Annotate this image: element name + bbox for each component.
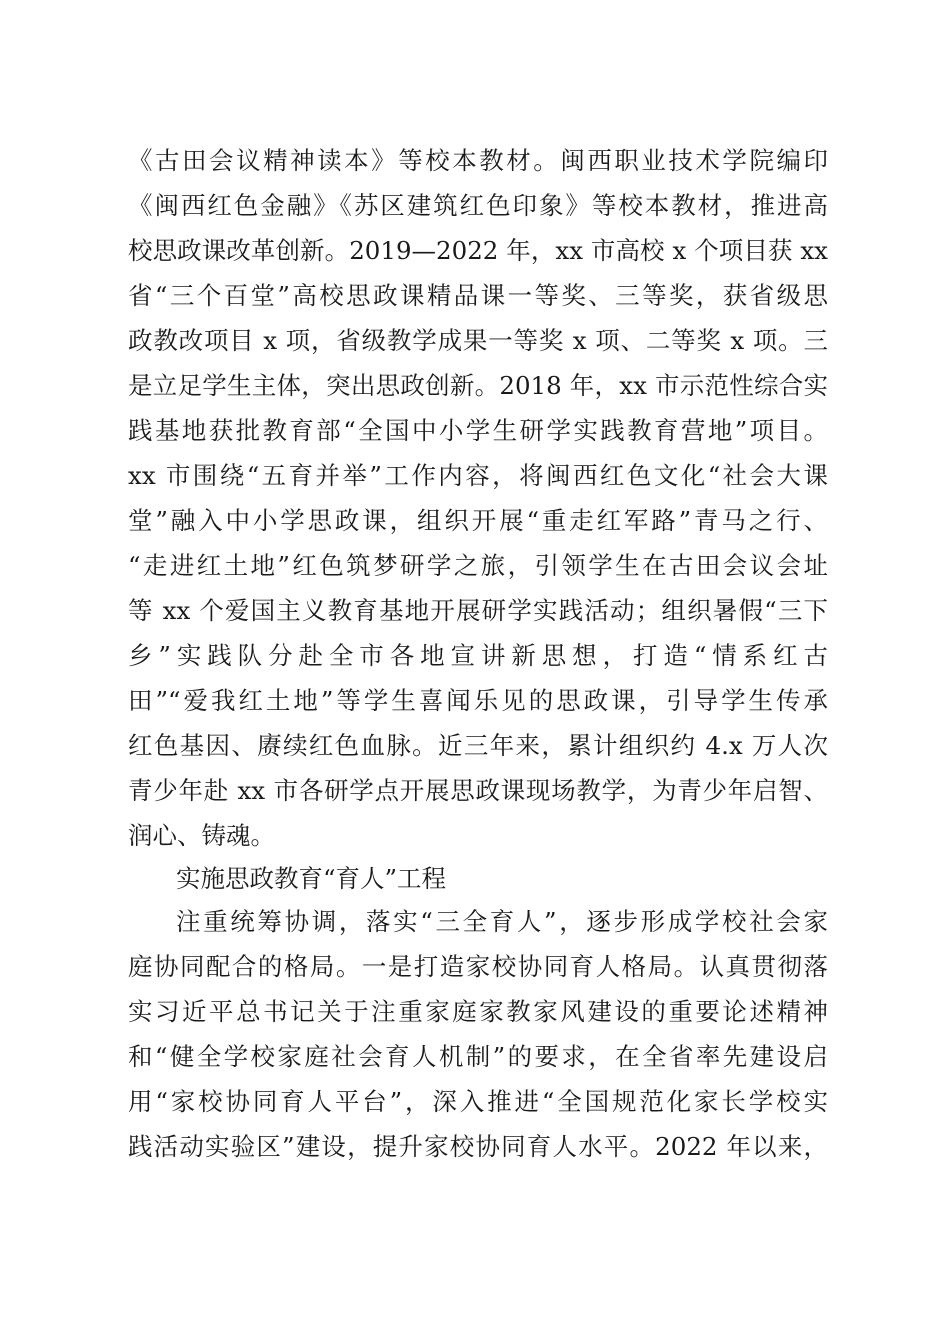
paragraph-line: 田”“爱我红土地”等学生喜闻乐见的思政课，引导学生传承 [128,686,828,715]
body-paragraph-1 [128,138,828,858]
paragraph-line: 庭协同配合的格局。一是打造家校协同育人格局。认真贯彻落 [128,952,828,981]
paragraph-line: 政教改项目 x 项，省级教学成果一等奖 x 项、二等奖 x 项。三 [128,326,828,355]
body-paragraph-2 [128,899,828,1169]
paragraph-line: xx 市围绕“五育并举”工作内容，将闽西红色文化“社会大课 [128,461,828,490]
paragraph-line: 《古田会议精神读本》等校本教材。闽西职业技术学院编印 [128,146,828,175]
paragraph-line: 用“家校协同育人平台”，深入推进“全国规范化家长学校实 [128,1087,828,1116]
section-heading: 实施思政教育“育人”工程 [176,864,447,893]
paragraph-line: 省“三个百堂”高校思政课精品课一等奖、三等奖，获省级思 [128,281,828,310]
paragraph-line: 实习近平总书记关于注重家庭家教家风建设的重要论述精神 [128,997,828,1026]
paragraph-line: 堂”融入中小学思政课，组织开展“重走红军路”青马之行、 [128,506,828,535]
paragraph-line: 《闽西红色金融》《苏区建筑红色印象》等校本教材，推进高 [128,191,828,220]
paragraph-line: 是立足学生主体，突出思政创新。2018 年，xx 市示范性综合实 [128,371,828,400]
paragraph-line: 注重统筹协调，落实“三全育人”，逐步形成学校社会家 [176,907,828,936]
paragraph-line: 和“健全学校家庭社会育人机制”的要求，在全省率先建设启 [128,1042,828,1071]
paragraph-line: 润心、铸魂。 [128,821,275,850]
paragraph-line: 校思政课改革创新。2019—2022 年，xx 市高校 x 个项目获 xx [128,236,828,265]
paragraph-line: 践活动实验区”建设，提升家校协同育人水平。2022 年以来， [128,1132,828,1161]
paragraph-line: 乡”实践队分赴全市各地宣讲新思想，打造“情系红古 [128,641,828,670]
paragraph-line: 等 xx 个爱国主义教育基地开展研学实践活动；组织暑假“三下 [128,596,828,625]
paragraph-line: 红色基因、赓续红色血脉。近三年来，累计组织约 4.x 万人次 [128,731,828,760]
section-heading-block [128,856,828,901]
paragraph-line: 青少年赴 xx 市各研学点开展思政课现场教学，为青少年启智、 [128,776,828,805]
paragraph-line: “走进红土地”红色筑梦研学之旅，引领学生在古田会议会址 [128,551,828,580]
paragraph-line: 践基地获批教育部“全国中小学生研学实践教育营地”项目。 [128,416,828,445]
